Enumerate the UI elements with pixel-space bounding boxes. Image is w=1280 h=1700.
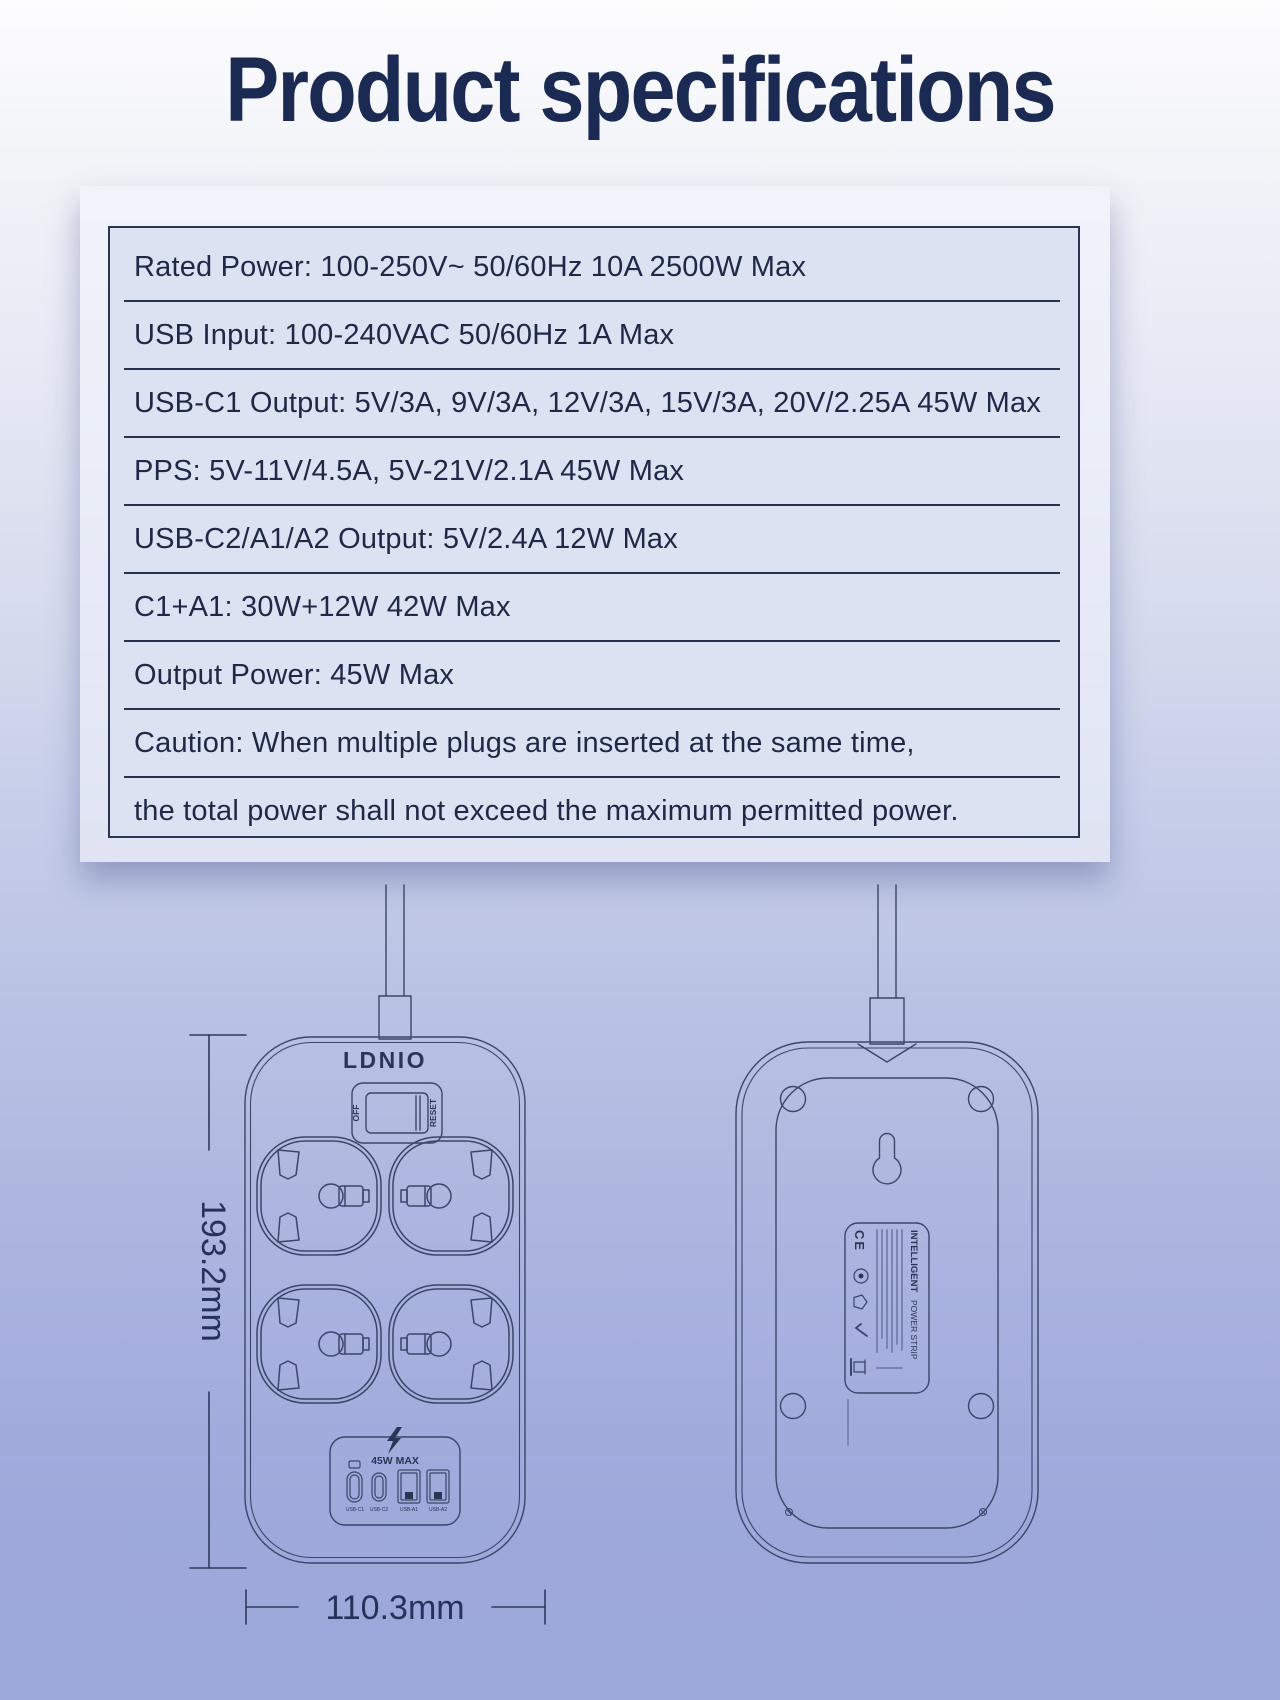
check-icon bbox=[856, 1324, 867, 1336]
spec-text: C1+A1: 30W+12W 42W Max bbox=[134, 590, 511, 623]
spec-row bbox=[124, 778, 1060, 844]
spec-row bbox=[124, 234, 1060, 302]
spec-text: Rated Power: 100-250V~ 50/60Hz 10A 2500W Max bbox=[134, 250, 807, 283]
spec-row bbox=[124, 642, 1060, 710]
spec-row bbox=[124, 438, 1060, 506]
spec-text: Caution: When multiple plugs are inserted at the same time, bbox=[134, 726, 915, 759]
switch-off-label: OFF bbox=[351, 1104, 361, 1122]
bottom-screw bbox=[980, 1509, 987, 1516]
spec-row bbox=[124, 506, 1060, 574]
usb-c2-label: USB-C2 bbox=[369, 1507, 389, 1513]
label-title-bold: INTELLIGENT bbox=[908, 1230, 919, 1293]
front-view-drawing bbox=[245, 885, 525, 1563]
certification-icon bbox=[854, 1269, 868, 1283]
switch-reset-label: RESET bbox=[428, 1098, 438, 1128]
technical-drawings bbox=[120, 875, 1080, 1665]
spec-text: USB-C1 Output: 5V/3A, 9V/3A, 12V/3A, 15V/3A, 20V/2.25A 45W Max bbox=[134, 386, 1042, 419]
socket-top-right bbox=[389, 1137, 513, 1255]
dimension-annotations bbox=[190, 1035, 545, 1627]
spec-row bbox=[124, 302, 1060, 370]
usb-c2-port bbox=[372, 1473, 386, 1501]
screw-pad bbox=[969, 1087, 994, 1112]
back-power-cord bbox=[858, 885, 916, 1062]
spec-row bbox=[124, 574, 1060, 642]
usb-c1-label: USB-C1 bbox=[345, 1507, 365, 1513]
socket-top-left bbox=[257, 1137, 381, 1255]
spec-table bbox=[108, 226, 1080, 838]
socket-bottom-left bbox=[257, 1285, 381, 1403]
pentagon-icon bbox=[854, 1295, 867, 1309]
spec-text: Output Power: 45W Max bbox=[134, 658, 455, 691]
keyhole-hanger bbox=[873, 1134, 901, 1184]
spec-text: PPS: 5V-11V/4.5A, 5V-21V/2.1A 45W Max bbox=[134, 454, 685, 487]
socket-bottom-right bbox=[389, 1285, 513, 1403]
front-body-inner-line bbox=[251, 1043, 520, 1558]
weee-bin-icon bbox=[851, 1359, 865, 1375]
front-body-outline bbox=[245, 1037, 525, 1563]
usb-a2-port bbox=[427, 1470, 449, 1503]
label-title-rest: POWER STRIP bbox=[909, 1300, 919, 1360]
usb-max-label: 45W MAX bbox=[371, 1455, 419, 1467]
dimension-height-label: 193.2mm bbox=[194, 1200, 232, 1342]
lightning-bolt-icon bbox=[387, 1427, 402, 1454]
spec-panel bbox=[80, 186, 1110, 862]
page-title: Product specifications bbox=[225, 39, 1055, 141]
usb-c1-port bbox=[347, 1461, 362, 1502]
spec-row bbox=[124, 370, 1060, 438]
screw-pad bbox=[781, 1394, 806, 1419]
spec-text: USB Input: 100-240VAC 50/60Hz 1A Max bbox=[134, 318, 675, 351]
spec-text: USB-C2/A1/A2 Output: 5V/2.4A 12W Max bbox=[134, 522, 678, 555]
brand-logo: LDNIO bbox=[342, 1047, 428, 1073]
dimension-width-label: 110.3mm bbox=[325, 1589, 465, 1627]
spec-row bbox=[124, 710, 1060, 778]
spec-text: the total power shall not exceed the maximum permitted power. bbox=[134, 794, 959, 827]
back-view-drawing bbox=[736, 885, 1038, 1563]
usb-panel bbox=[330, 1427, 460, 1525]
front-power-cord bbox=[379, 885, 411, 1039]
screw-pad bbox=[969, 1394, 994, 1419]
power-switch bbox=[351, 1083, 442, 1143]
ce-mark-icon: CE bbox=[852, 1230, 867, 1253]
usb-a2-label: USB-A2 bbox=[428, 1507, 448, 1513]
label-fine-print bbox=[877, 1230, 902, 1368]
screw-pad bbox=[781, 1087, 806, 1112]
usb-a1-port bbox=[398, 1470, 420, 1503]
product-label bbox=[845, 1223, 929, 1393]
usb-a1-label: USB-A1 bbox=[399, 1507, 419, 1513]
